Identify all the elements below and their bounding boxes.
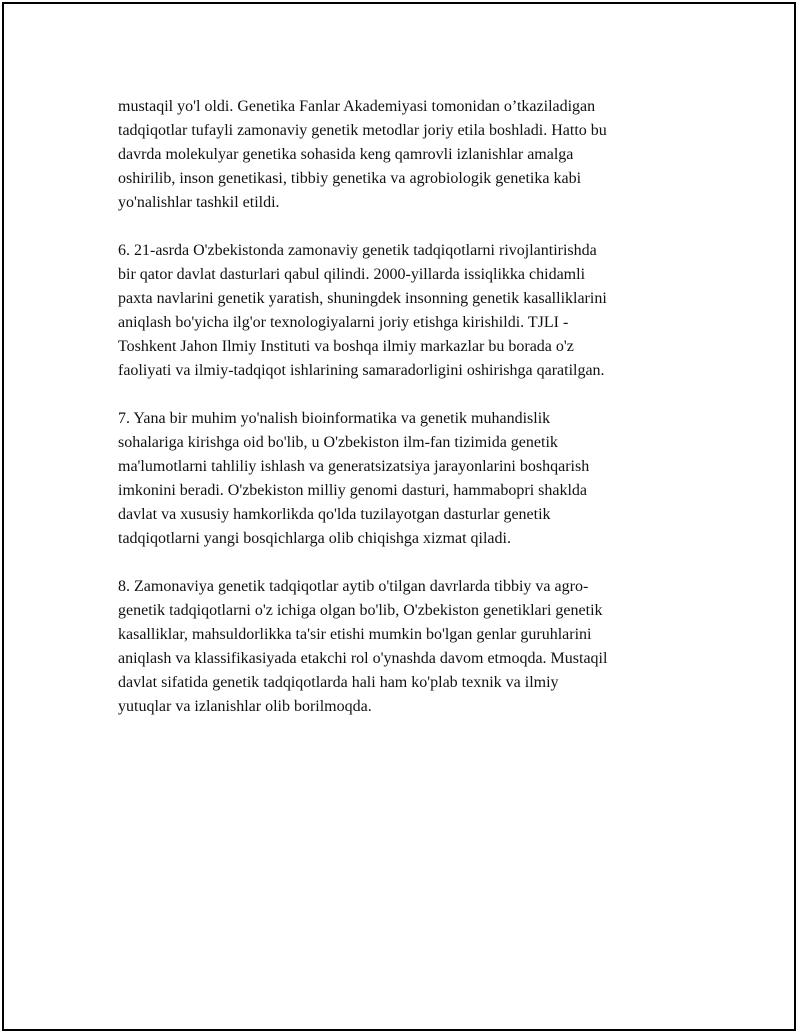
text-line: davrda molekulyar genetika sohasida keng qamrovli izlanishlar amalga xyxy=(118,146,574,163)
document-body xyxy=(118,95,698,743)
text-line: paxta navlarini genetik yaratish, shuningdek insonning genetik kasalliklarini xyxy=(118,290,607,307)
text-line: bir qator davlat dasturlari qabul qilindi. 2000-yillarda issiqlikka chidamli xyxy=(118,266,586,283)
text-line: imkonini beradi. O'zbekiston milliy genomi dasturi, hammabopri shaklda xyxy=(118,482,588,499)
paragraph-8 xyxy=(118,575,698,719)
text-line: ma'lumotlarni tahliliy ishlash va generatsizatsiya jarayonlarini boshqarish xyxy=(118,458,590,475)
text-line: faoliyati va ilmiy-tadqiqot ishlarining samaradorligini oshirishga qaratilgan. xyxy=(118,362,605,379)
text-line: aniqlash bo'yicha ilg'or texnologiyalarni joriy etishga kirishildi. TJLI - xyxy=(118,314,569,331)
text-line: tadqiqotlar tufayli zamonaviy genetik metodlar joriy etila boshladi. Hatto bu xyxy=(118,122,607,139)
text-line: davlat sifatida genetik tadqiqotlarda hali ham ko'plab texnik va ilmiy xyxy=(118,674,559,691)
text-line: Toshkent Jahon Ilmiy Instituti va boshqa ilmiy markazlar bu borada o'z xyxy=(118,338,574,355)
text-line: davlat va xususiy hamkorlikda qo'lda tuzilayotgan dasturlar genetik xyxy=(118,506,551,523)
paragraph-intro-continuation xyxy=(118,95,698,215)
text-line: 7. Yana bir muhim yo'nalish bioinformatika va genetik muhandislik xyxy=(118,410,551,427)
text-line: mustaqil yo'l oldi. Genetika Fanlar Akademiyasi tomonidan o’tkaziladigan xyxy=(118,98,596,115)
text-line: yo'nalishlar tashkil etildi. xyxy=(118,194,280,211)
text-line: 6. 21-asrda O'zbekistonda zamonaviy genetik tadqiqotlarni rivojlantirishda xyxy=(118,242,597,259)
text-line: sohalariga kirishga oid bo'lib, u O'zbekiston ilm-fan tizimida genetik xyxy=(118,434,558,451)
text-line: oshirilib, inson genetikasi, tibbiy genetika va agrobiologik genetika kabi xyxy=(118,170,582,187)
paragraph-7 xyxy=(118,407,698,551)
text-line: kasalliklar, mahsuldorlikka ta'sir etishi mumkin bo'lgan genlar guruhlarini xyxy=(118,626,592,643)
text-line: genetik tadqiqotlarni o'z ichiga olgan bo'lib, O'zbekiston genetiklari genetik xyxy=(118,602,603,619)
text-line: tadqiqotlarni yangi bosqichlarga olib chiqishga xizmat qiladi. xyxy=(118,530,511,547)
paragraph-6 xyxy=(118,239,698,383)
text-line: 8. Zamonaviya genetik tadqiqotlar aytib o'tilgan davrlarda tibbiy va agro- xyxy=(118,578,589,595)
text-line: yutuqlar va izlanishlar olib borilmoqda. xyxy=(118,698,372,715)
text-line: aniqlash va klassifikasiyada etakchi rol o'ynashda davom etmoqda. Mustaqil xyxy=(118,650,608,667)
